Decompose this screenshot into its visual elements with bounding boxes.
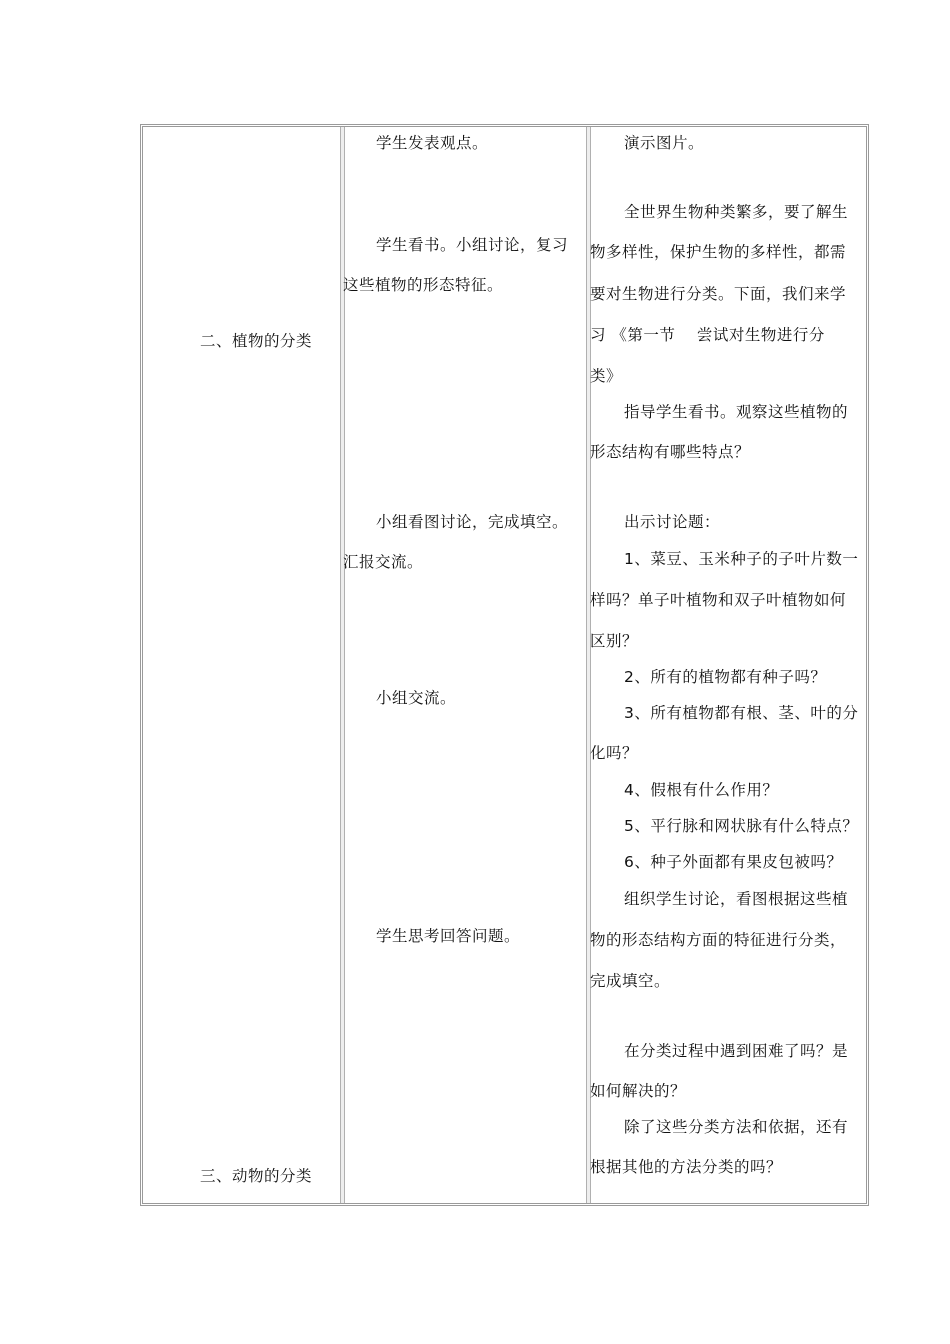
teacher-activity-line: 完成填空。 bbox=[590, 972, 671, 990]
section-plants-heading: 二、植物的分类 bbox=[200, 332, 313, 350]
teacher-activity-line: 习 《第一节 尝试对生物进行分 bbox=[590, 326, 825, 344]
teacher-activity-line: 根据其他的方法分类的吗？ bbox=[590, 1158, 783, 1176]
teacher-activity-line: 1、菜豆、玉米种子的子叶片数一 bbox=[624, 550, 859, 568]
teacher-activity-line: 2、所有的植物都有种子吗？ bbox=[624, 668, 827, 686]
teacher-activity-line: 3、所有植物都有根、茎、叶的分 bbox=[624, 704, 859, 722]
teacher-activity-line: 6、种子外面都有果皮包被吗？ bbox=[624, 853, 843, 871]
teacher-activity-line: 要对生物进行分类。下面，我们来学 bbox=[590, 285, 847, 303]
teacher-activity-line: 物多样性，保护生物的多样性，都需 bbox=[590, 243, 847, 261]
teacher-activity-line: 演示图片。 bbox=[624, 134, 705, 152]
student-activity-line: 学生发表观点。 bbox=[376, 134, 489, 152]
student-activity-line: 这些植物的形态特征。 bbox=[343, 276, 504, 294]
teacher-activity-line: 指导学生看书。观察这些植物的 bbox=[624, 403, 849, 421]
teacher-activity-line: 5、平行脉和网状脉有什么特点？ bbox=[624, 817, 859, 835]
student-activity-line: 学生思考回答问题。 bbox=[376, 927, 521, 945]
student-activity-line: 学生看书。小组讨论，复习 bbox=[376, 236, 569, 254]
student-activity-line: 小组看图讨论，完成填空。 bbox=[376, 513, 569, 531]
teacher-activity-line: 样吗？单子叶植物和双子叶植物如何 bbox=[590, 591, 847, 609]
teacher-activity-line: 全世界生物种类繁多，要了解生 bbox=[624, 203, 849, 221]
teacher-activity-line: 出示讨论题： bbox=[624, 513, 721, 531]
teacher-activity-line: 类》 bbox=[590, 367, 623, 385]
teacher-activity-line: 在分类过程中遇到困难了吗？是 bbox=[624, 1042, 849, 1060]
teacher-activity-line: 区别？ bbox=[590, 632, 639, 650]
teacher-activity-line: 如何解决的？ bbox=[590, 1082, 687, 1100]
teacher-activity-line: 4、假根有什么作用？ bbox=[624, 781, 779, 799]
teacher-activity-line: 化吗？ bbox=[590, 744, 639, 762]
section-animals-heading: 三、动物的分类 bbox=[200, 1167, 313, 1185]
teacher-activity-line: 组织学生讨论，看图根据这些植 bbox=[624, 890, 849, 908]
student-activity-line: 汇报交流。 bbox=[343, 553, 424, 571]
teacher-activity-line: 形态结构有哪些特点？ bbox=[590, 443, 751, 461]
teacher-activity-line: 物的形态结构方面的特征进行分类， bbox=[590, 931, 847, 949]
teacher-activity-line: 除了这些分类方法和依据，还有 bbox=[624, 1118, 849, 1136]
student-activity-line: 小组交流。 bbox=[376, 689, 457, 707]
